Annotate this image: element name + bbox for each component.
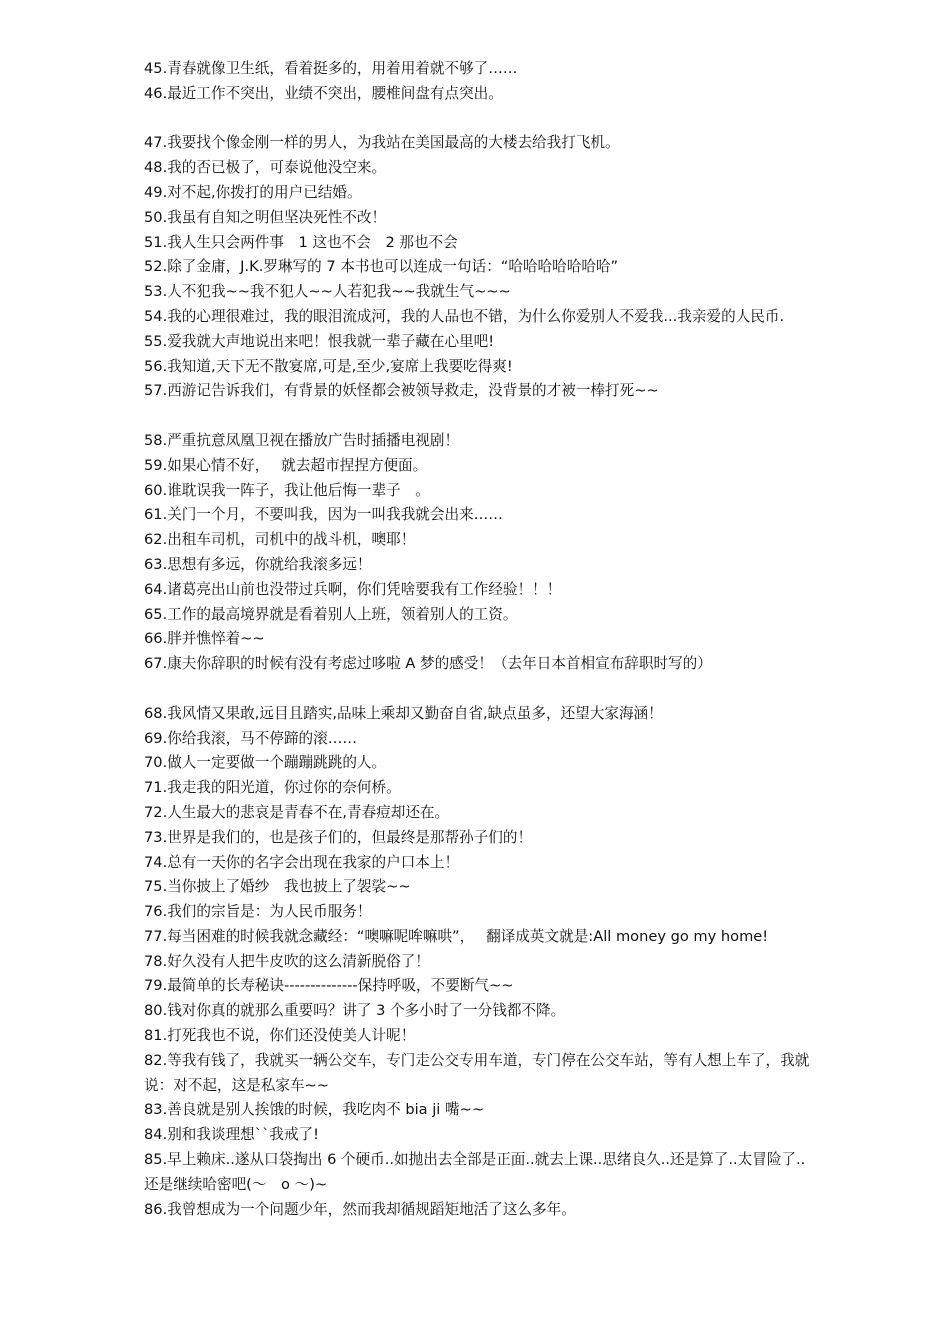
- joke-line: 63.思想有多远，你就给我滚多远！: [144, 555, 372, 573]
- joke-line: 59.如果心情不好， 就去超市捏捏方便面。: [144, 456, 428, 474]
- joke-line: 79.最简单的长寿秘诀--------------保持呼吸，不要断气~~: [144, 977, 514, 995]
- blank-line: [144, 677, 812, 702]
- joke-line: 69.你给我滚，马不停蹄的滚……: [144, 729, 357, 747]
- joke-line: 47.我要找个像金刚一样的男人，为我站在美国最高的大楼去给我打飞机。: [144, 134, 620, 152]
- joke-line: 54.我的心理很难过，我的眼泪流成河，我的人品也不错，为什么你爱别人不爱我...我亲爱的人民币.: [144, 307, 785, 325]
- joke-line: 45.青春就像卫生纸，看着挺多的，用着用着就不够了……: [144, 60, 518, 77]
- joke-line: 53.人不犯我~~我不犯人~~人若犯我~~我就生气~~~: [144, 283, 511, 301]
- joke-line: 70.做人一定要做一个蹦蹦跳跳的人。: [144, 754, 387, 772]
- joke-line: 61.关门一个月，不要叫我，因为一叫我我就会出来……: [144, 506, 503, 524]
- joke-line: 66.胖并憔悴着~~: [144, 630, 265, 648]
- joke-line: 67.康夫你辞职的时候有没有考虑过哆啦 A 梦的感受！（去年日本首相宣布辞职时写的）: [144, 655, 712, 673]
- joke-line: 86.我曾想成为一个问题少年，然而我却循规蹈矩地活了这么多年。: [144, 1200, 576, 1218]
- joke-line: 68.我风情又果敢,远目且踏实,品味上乘却又勤奋自省,缺点虽多，还望大家海涵！: [144, 704, 663, 722]
- joke-line: 85.早上赖床..遂从口袋掏出 6 个硬币..如抛出去全部是正面..就去上课..思绪良久..还是算了..太冒险了..还是继续哈密吧(～ o ～)~: [144, 1151, 806, 1193]
- joke-line: 75.当你披上了婚纱 我也披上了袈裟~~: [144, 878, 411, 896]
- joke-line: 80.钱对你真的就那么重要吗？讲了 3 个多小时了一分钱都不降。: [144, 1002, 566, 1020]
- joke-line: 50.我虽有自知之明但坚决死性不改！: [144, 208, 387, 226]
- joke-line: 64.诸葛亮出山前也没带过兵啊，你们凭啥要我有工作经验！！！: [144, 580, 562, 598]
- joke-line: 60.谁耽误我一阵子，我让他后悔一辈子 。: [144, 481, 430, 499]
- joke-line: 48.我的否已极了，可泰说他没空来。: [144, 159, 387, 177]
- joke-line: 49.对不起,你拨打的用户已结婚。: [144, 183, 362, 201]
- joke-line: 58.严重抗意凤凰卫视在播放广告时插播电视剧！: [144, 431, 460, 449]
- joke-line: 51.我人生只会两件事 1 这也不会 2 那也不会: [144, 233, 458, 251]
- joke-line: 71.我走我的阳光道，你过你的奈何桥。: [144, 779, 401, 797]
- joke-line: 56.我知道,天下无不散宴席,可是,至少,宴席上我要吃得爽!: [144, 357, 513, 375]
- joke-line: 52.除了金庸，J.K.罗琳写的 7 本书也可以连成一句话：“哈哈哈哈哈哈哈”: [144, 258, 619, 276]
- joke-line: 82.等我有钱了，我就买一辆公交车，专门走公交专用车道，专门停在公交车站，等有人想上车了，我就说：对不起，这是私家车~~: [144, 1051, 810, 1094]
- joke-line: 83.善良就是别人挨饿的时候，我吃肉不 bia ji 嘴~~: [144, 1101, 485, 1119]
- joke-line: 65.工作的最高境界就是看着别人上班，领着别人的工资。: [144, 605, 518, 623]
- joke-line: 84.别和我谈理想``我戒了!: [144, 1126, 319, 1144]
- blank-line: [144, 404, 812, 429]
- joke-line: 46.最近工作不突出，业绩不突出，腰椎间盘有点突出。: [144, 84, 503, 102]
- document-body: [144, 57, 812, 1222]
- joke-line: 57.西游记告诉我们，有背景的妖怪都会被领导救走，没背景的才被一棒打死~~: [144, 382, 659, 400]
- joke-line: 62.出租车司机，司机中的战斗机，噢耶！: [144, 531, 416, 549]
- joke-line: 76.我们的宗旨是：为人民币服务！: [144, 903, 372, 921]
- joke-line: 73.世界是我们的，也是孩子们的，但最终是那帮孙子们的！: [144, 828, 533, 846]
- joke-line: 81.打死我也不说，你们还没使美人计呢！: [144, 1027, 416, 1045]
- joke-line: 77.每当困难的时候我就念藏经：“噢嘛呢哞嘛哄”， 翻译成英文就是:All money go my home!: [144, 927, 769, 945]
- joke-line: 72.人生最大的悲哀是青春不在,青春痘却还在。: [144, 803, 450, 821]
- blank-line: [144, 107, 812, 132]
- joke-line: 74.总有一天你的名字会出现在我家的户口本上！: [144, 853, 460, 871]
- joke-line: 55.爱我就大声地说出来吧！恨我就一辈子藏在心里吧!: [144, 332, 495, 350]
- joke-line: 78.好久没有人把牛皮吹的这么清新脱俗了！: [144, 952, 430, 970]
